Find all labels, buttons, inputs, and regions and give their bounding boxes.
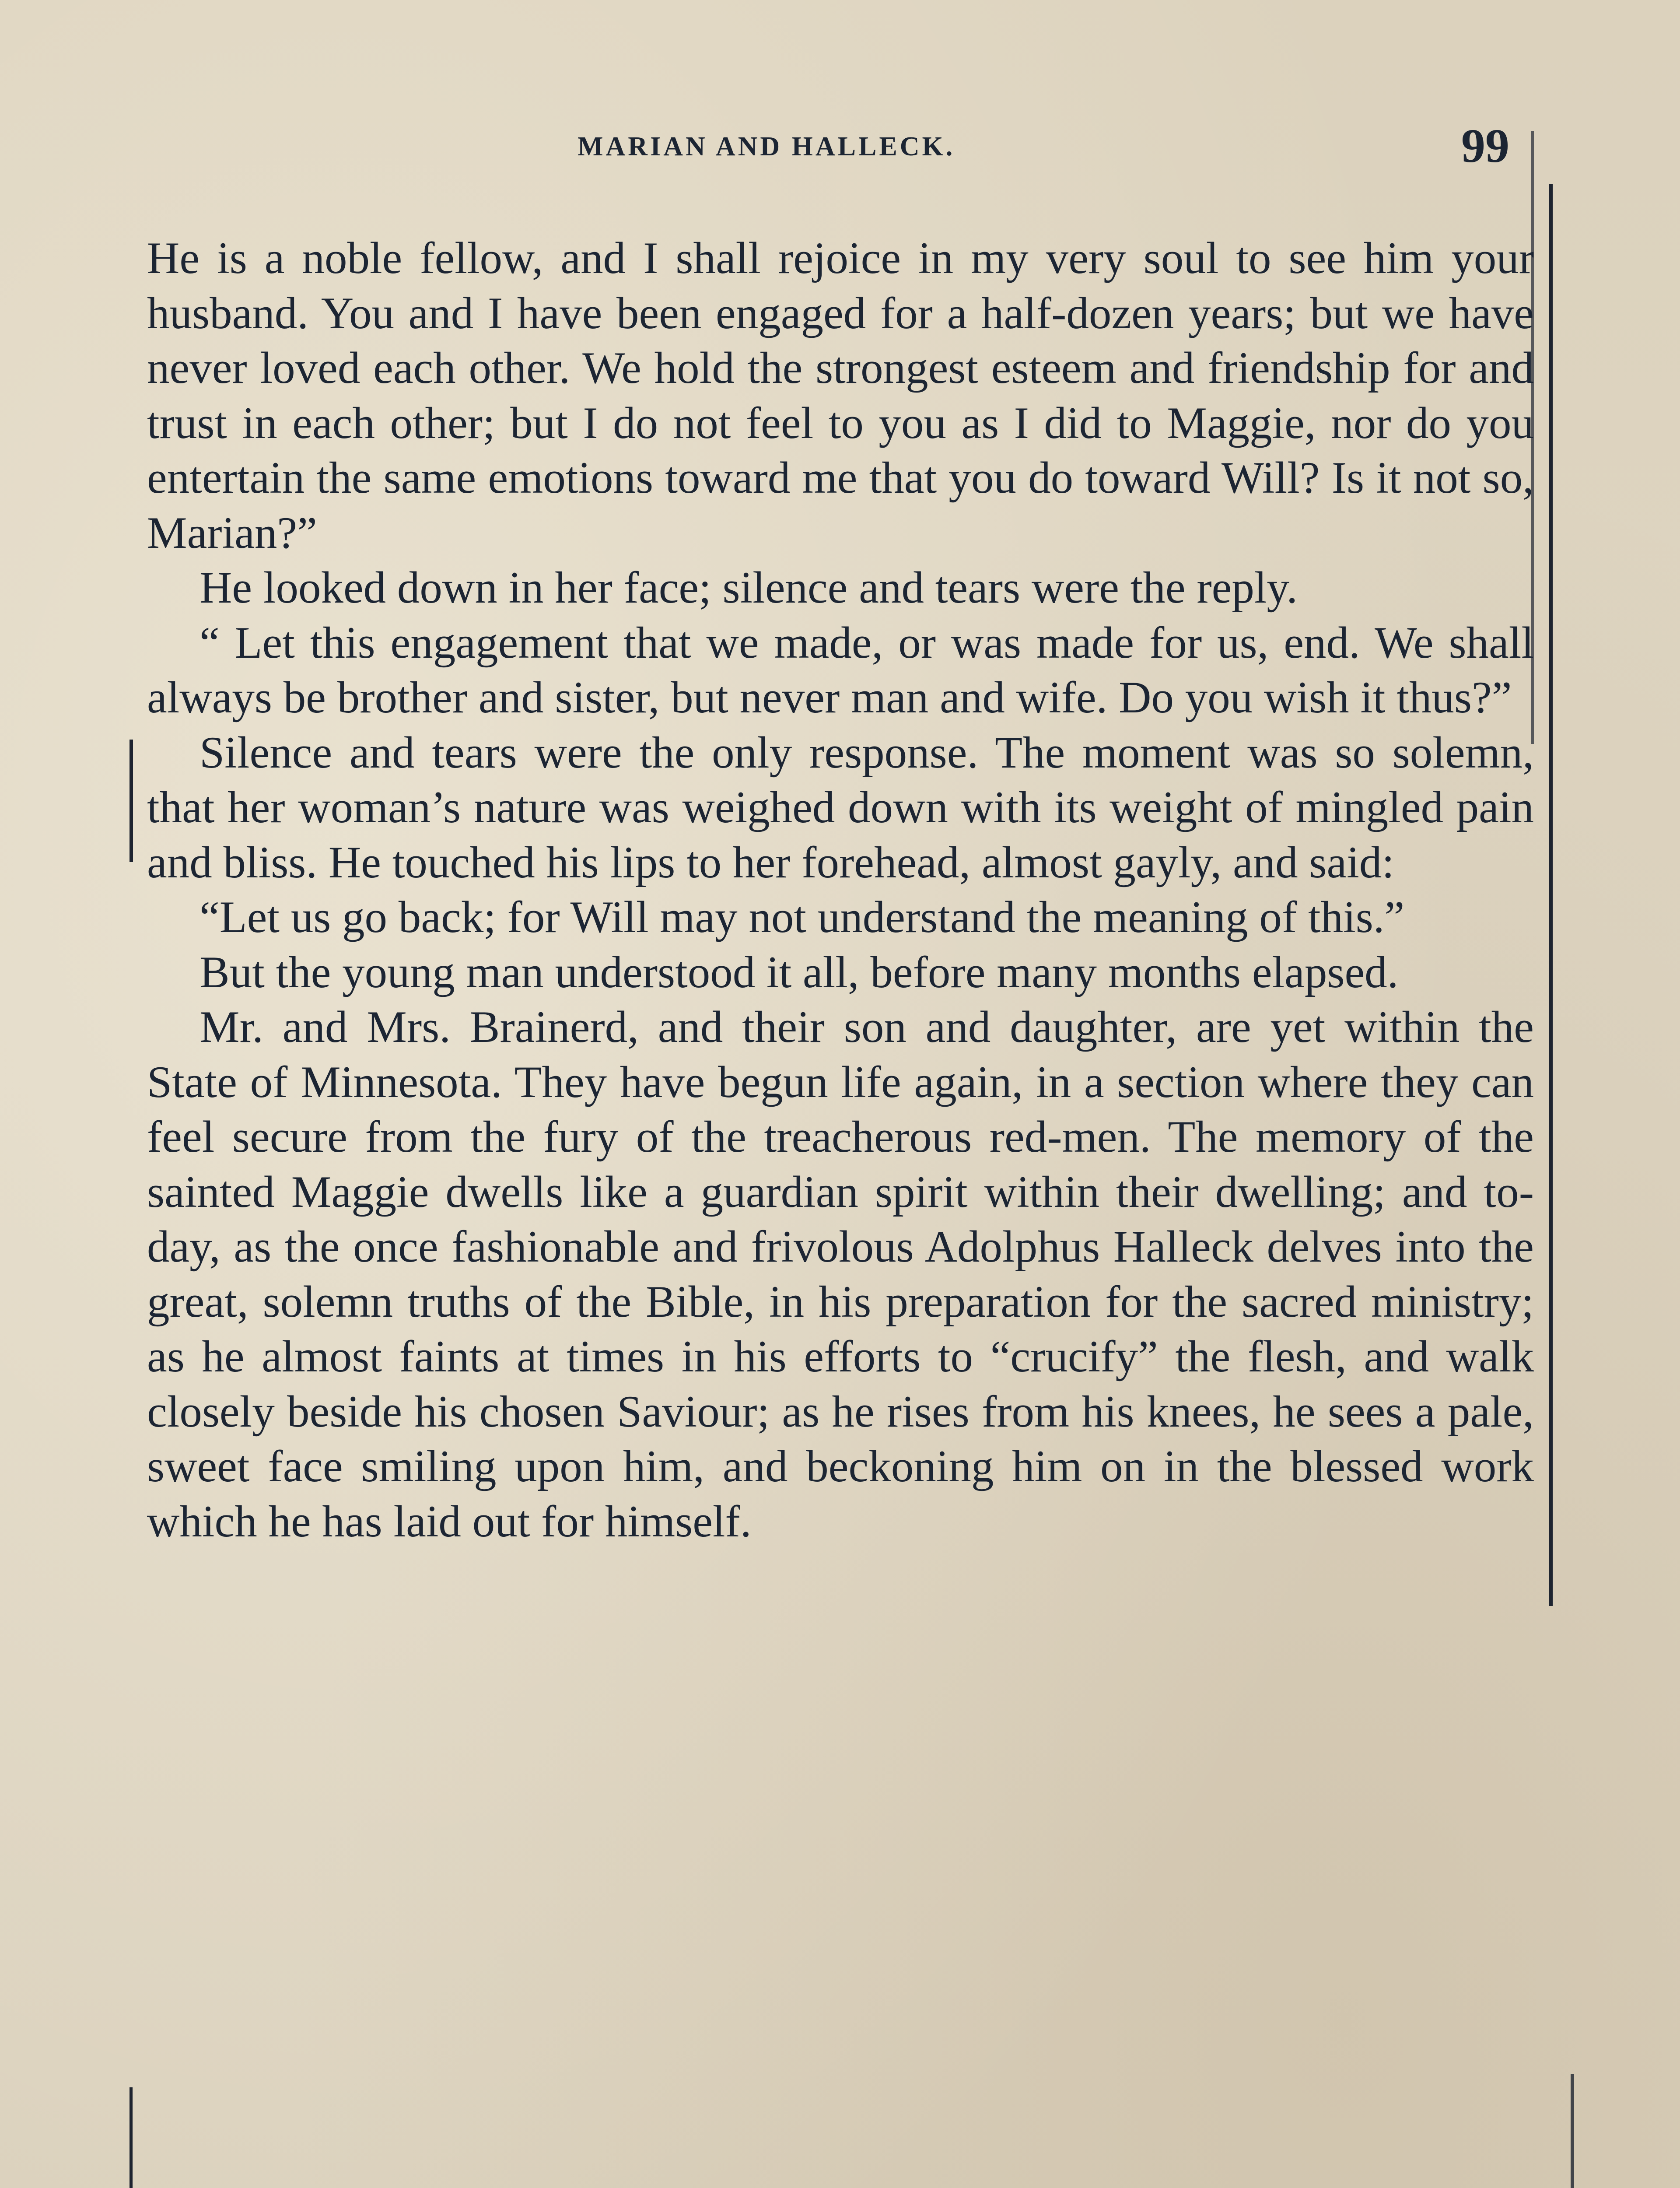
paragraph xyxy=(147,726,1534,891)
text-line: Silence and tears were the only response. The moment xyxy=(200,727,1230,778)
text-line: Maggie dwells like a guardian spirit within their dwelling; xyxy=(291,1167,1386,1217)
text-line: was so solemn, that her woman’s nature was weighed down xyxy=(147,727,1534,832)
text-line: see him your husband. You and I have been engaged for xyxy=(147,233,1534,338)
text-line: Halleck delves into the great, solemn truths of the Bible, in xyxy=(147,1222,1534,1327)
text-line: in each other; but I do not feel to you as I did to Maggie, xyxy=(242,398,1316,448)
paragraph xyxy=(147,945,1534,1000)
binding-mark-left xyxy=(130,2087,133,2188)
text-line: of the treacherous red-men. The memory of the sainted xyxy=(147,1112,1534,1217)
text-line: He is a noble fellow, and I shall rejoice in my very soul to xyxy=(147,233,1271,283)
page-number: 99 xyxy=(1461,119,1509,172)
text-line: beckoning him on in the blessed work which he has laid xyxy=(147,1441,1534,1546)
binding-mark-right xyxy=(1549,184,1553,1606)
text-line: nor do you entertain the same emotions toward me that xyxy=(147,398,1534,503)
text-line: out for himself. xyxy=(472,1496,752,1546)
text-line: lips to her forehead, almost gayly, and said: xyxy=(610,837,1394,887)
text-line: with its weight of mingled pain and bliss. He touched his xyxy=(147,782,1534,887)
text-line: He looked down in her face; silence and tears were the xyxy=(200,563,1186,613)
binding-mark-left xyxy=(130,740,133,862)
text-line: But the young man understood it all, before many months xyxy=(200,947,1241,997)
text-line: closely beside his chosen Saviour; as he rises from his xyxy=(147,1386,1134,1437)
text-line: end. We shall always be brother and sister, but never xyxy=(147,617,1534,722)
text-line: again, in a section where they can feel secure from the fury xyxy=(147,1057,1534,1162)
text-line: meaning of this.” xyxy=(1093,892,1405,942)
paragraph xyxy=(147,561,1534,616)
paragraph xyxy=(147,1000,1534,1549)
text-line: and to-day, as the once fashionable and frivolous Adolphus xyxy=(147,1167,1534,1272)
text-line: his preparation for the sacred ministry; as he almost faints xyxy=(147,1276,1534,1382)
text-line: “Let us go back; for Will may not understand the xyxy=(200,892,1082,942)
text-line: reply. xyxy=(1197,563,1298,613)
text-line: “ Let this engagement that we made, or was made for us, xyxy=(200,617,1269,668)
text-line: We hold the strongest esteem and friendship for and trust xyxy=(147,343,1534,448)
paragraph xyxy=(147,231,1534,561)
text-line: man and wife. Do you wish it thus?” xyxy=(851,673,1512,722)
paragraph xyxy=(147,890,1534,945)
text-line: at times in his efforts to “crucify” the flesh, and walk xyxy=(517,1332,1534,1382)
text-line: yet within the State of Minnesota. They have begun life xyxy=(147,1002,1534,1107)
text-line: elapsed. xyxy=(1252,947,1399,997)
text-line: you do toward Will? Is it not so, Marian?” xyxy=(147,453,1534,558)
text-line: a half-dozen years; but we have never loved each other. xyxy=(147,288,1534,393)
text-line: Mr. and Mrs. Brainerd, and their son and daughter, are xyxy=(200,1002,1251,1052)
text-line: knees, he sees a pale, sweet face smiling upon him, and xyxy=(147,1386,1534,1491)
running-head: MARIAN AND HALLECK. xyxy=(578,132,956,161)
binding-mark-right xyxy=(1571,2074,1574,2188)
paragraph xyxy=(147,616,1534,726)
body-text xyxy=(147,231,1534,1549)
